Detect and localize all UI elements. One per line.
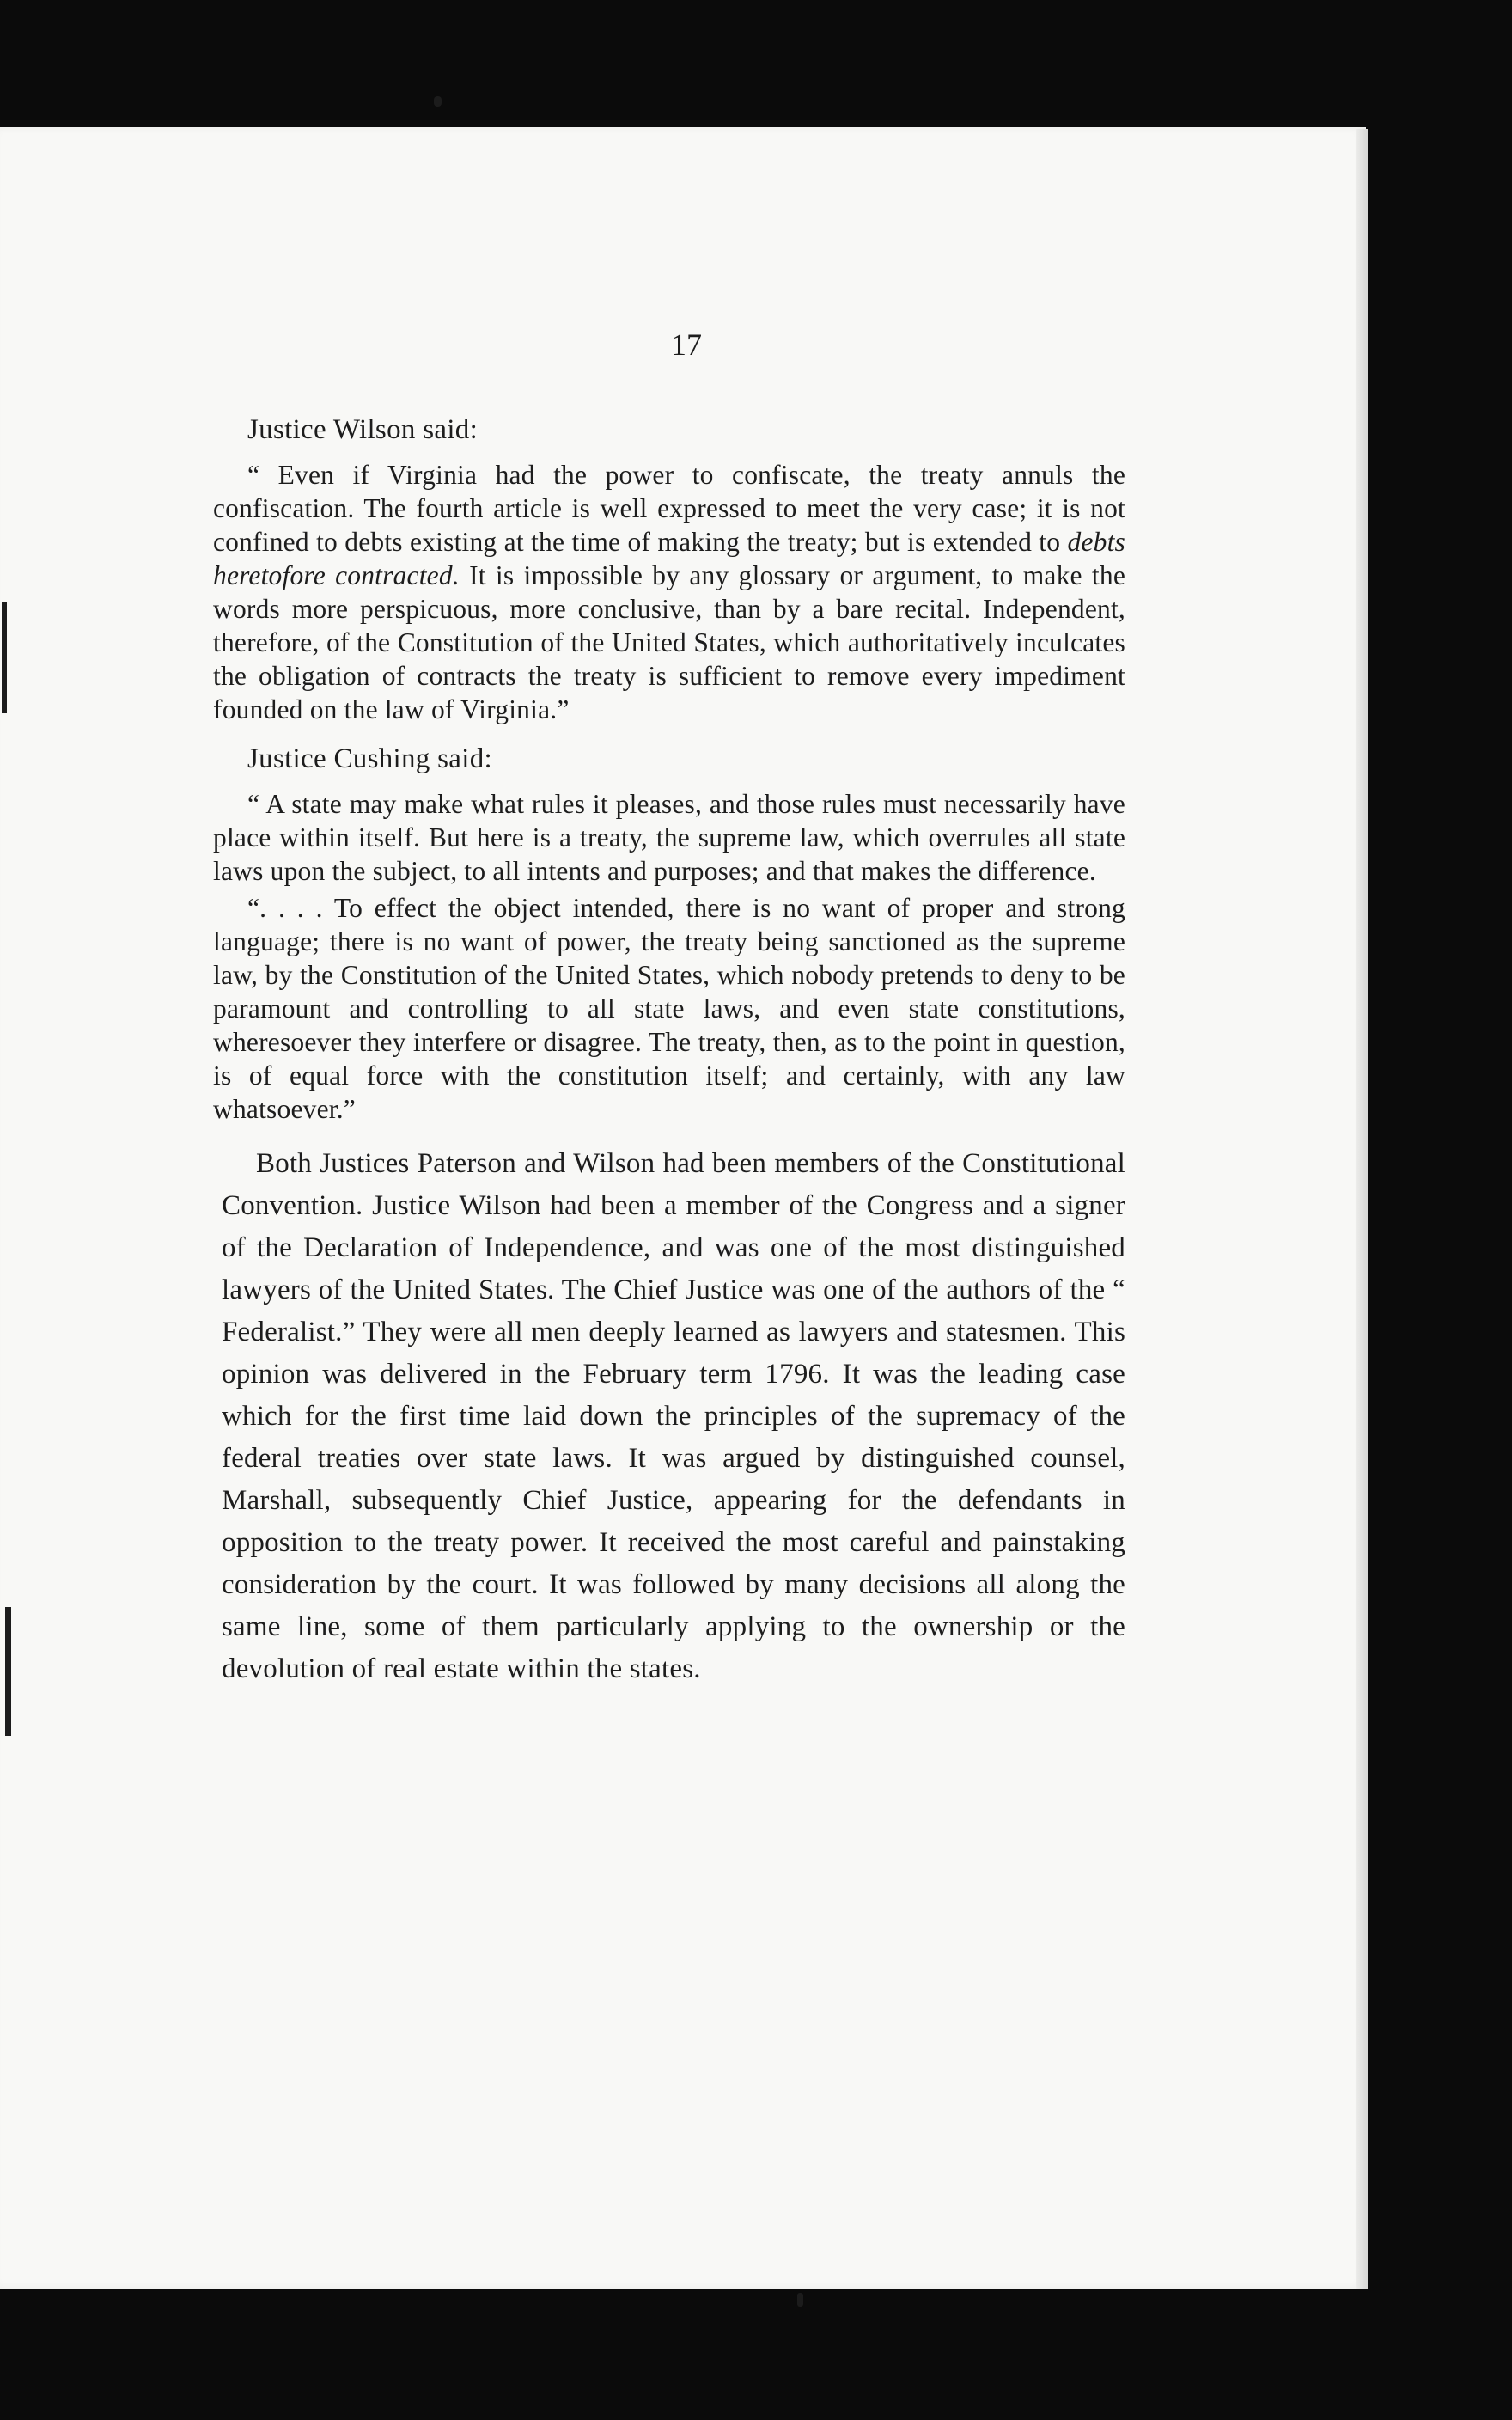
page-number: 17	[671, 327, 702, 362]
page-edge-shadow	[1356, 129, 1368, 2289]
commentary-paragraph: Both Justices Paterson and Wilson had been members of the Constitutional Convention. Justice Wilson had been a member of the Congress and a signer of the Declaration of Independence, and was one of the most distinguished lawyers of the United States. The Chief Justice was one of the authors of the “ Federalist.” They were all men deeply learned as lawyers and statesmen. This opinion was delivered in the February term 1796. It was the leading case which for the first time laid down the principles of the supremacy of the federal treaties over state laws. It was argued by distinguished counsel, Marshall, subsequently Chief Justice, appearing for the defendants in opposition to the treaty power. It received the most careful and painstaking consideration by the court. It was followed by many decisions all along the same line, some of them particularly applying to the ownership or the devolution of real estate within the states.	[222, 1148, 1125, 1684]
wilson-quote-start: “ Even if Virginia had the power to confiscate, the treaty annuls the confiscation. The fourth article is well expressed to meet the very case; it is not confined to debts existing at the time of making the treaty; but is extended to	[213, 460, 1125, 557]
wilson-quote-italic: debts heretofore contracted.	[213, 527, 1125, 590]
wilson-quote-end: It is impossible by any glossary or argument, to make the words more perspicuous, more conclusive, than by a bare recital. Independent, therefore, of the Constitution of the United States, which authoritatively inculcates the obligation of contracts the treaty is sufficient to remove every impediment founded on the law of Virginia.”	[213, 560, 1126, 724]
cushing-quote-1: “ A state may make what rules it pleases, and those rules must necessarily have place within itself. But here is a treaty, the supreme law, which overrules all state laws upon the subject, to all intents and purposes; and that makes the difference.	[213, 789, 1125, 886]
cushing-quote-2: “. . . . To effect the object intended, there is no want of proper and strong language; there is no want of power, the treaty being sanctioned as the supreme law, by the Constitution of the United States, which nobody pretends to deny to be paramount and controlling to all state laws, and even state constitutions, wheresoever they interfere or disagree. The treaty, then, as to the point in question, is of equal force with the constitution itself; and certainly, with any law whatsoever.”	[213, 893, 1125, 1124]
scan-mark-left-lower	[5, 1607, 11, 1736]
scan-speck-top	[434, 96, 442, 107]
scan-speck-bottom	[797, 2293, 803, 2307]
scan-mark-left-upper	[2, 602, 7, 713]
page-text	[213, 327, 1125, 1690]
speaker-wilson: Justice Wilson said:	[247, 414, 479, 445]
speaker-cushing: Justice Cushing said:	[247, 743, 492, 774]
wilson-quote	[213, 458, 1125, 726]
